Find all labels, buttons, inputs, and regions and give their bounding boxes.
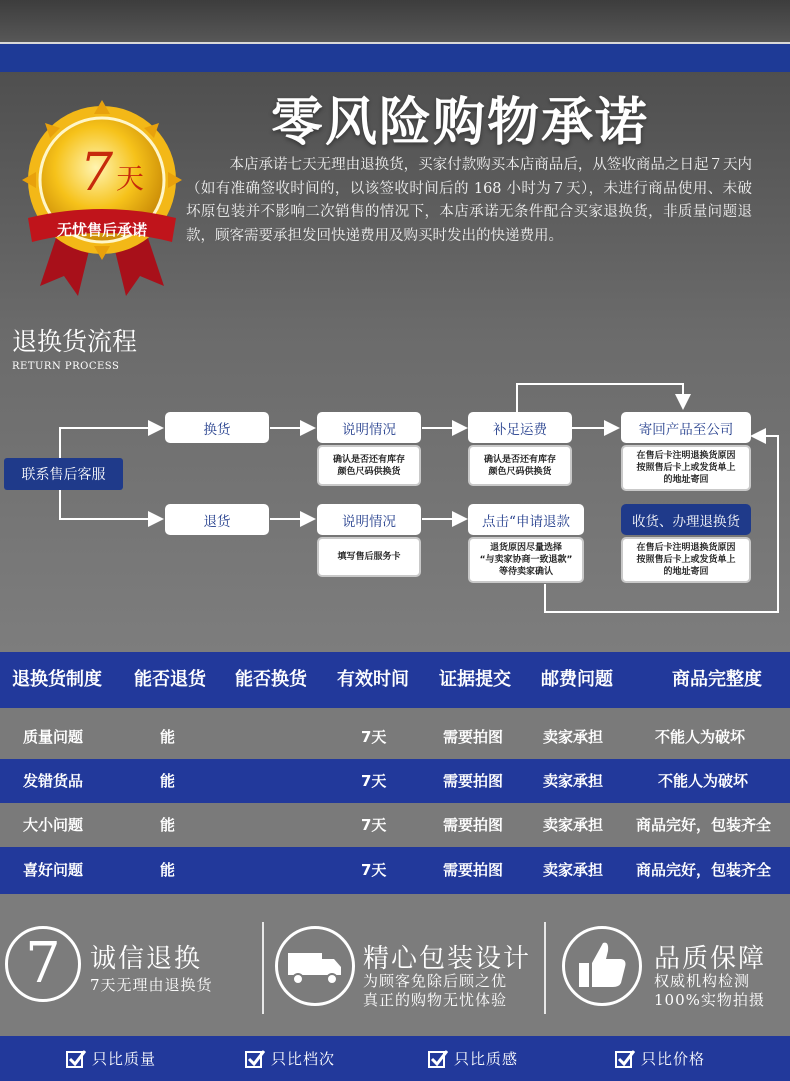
policy-table-header xyxy=(0,652,790,708)
checkbox-check-icon xyxy=(66,1049,86,1069)
footer-label: 只比价格 xyxy=(641,1050,706,1068)
exchange-box: 换货 xyxy=(165,412,269,443)
seven-icon xyxy=(5,926,81,1002)
feature-line: 权威机构检测 xyxy=(654,972,751,990)
feature-title-packaging: 精心包装设计 xyxy=(363,944,532,974)
promise-intro: 本店承诺七天无理由退换货，买家付款购买本店商品后，从签收商品之日起７天内（如有准确签收时间的，以该签收时间后的 168 小时为７天），未进行商品使用、未破坏原包装并不影响二次销售的情况下，本店承诺无条件配合买家退换货，非质量问题退款，顾客需要承担发回快递费用及购买时发出的快递费用。 xyxy=(186,157,752,244)
cell-evidence: 需要拍图 xyxy=(443,861,504,879)
cell-integrity: 商品完好，包装齐全 xyxy=(636,861,772,879)
feature-title-quality: 品质保障 xyxy=(654,944,767,974)
feature-line: 100%实物拍摄 xyxy=(654,991,765,1009)
cell-can-return: 能 xyxy=(160,816,176,834)
footer-item xyxy=(615,1048,705,1069)
send-back-box: 寄回产品至公司 xyxy=(621,412,751,443)
cell-type: 质量问题 xyxy=(23,728,84,746)
badge-unit: 天 xyxy=(116,162,145,195)
header-postage: 邮费问题 xyxy=(541,669,613,690)
blue-band xyxy=(0,42,790,74)
cell-can-return: 能 xyxy=(160,772,176,790)
apply-refund-note: 退货原因尽量选择 “与卖家协商一致退款” 等待卖家确认 xyxy=(468,537,584,583)
cell-evidence: 需要拍图 xyxy=(443,772,504,790)
cell-can-return: 能 xyxy=(160,728,176,746)
send-back-note: 在售后卡注明退换货原因 按照售后卡上或发货单上 的地址寄回 xyxy=(621,445,751,491)
process-subtitle: RETURN PROCESS xyxy=(12,361,120,372)
receive-note: 在售后卡注明退换货原因 按照售后卡上或发货单上 的地址寄回 xyxy=(621,537,751,583)
thumbs-up-graphic xyxy=(565,929,639,1003)
apply-refund-box: 点击“申请退款 xyxy=(468,504,584,535)
thumbs-up-icon xyxy=(562,926,642,1006)
cell-integrity: 不能人为破坏 xyxy=(655,728,746,746)
cell-postage: 卖家承担 xyxy=(543,728,604,746)
refund-box: 退货 xyxy=(165,504,269,535)
checkbox-check-icon xyxy=(428,1049,448,1069)
feature-title-honest: 诚信退换 xyxy=(90,944,203,974)
page-title: 零风险购物承诺 xyxy=(270,93,649,153)
cell-integrity: 商品完好，包装齐全 xyxy=(636,816,772,834)
cell-time: 7天 xyxy=(361,816,387,834)
feature-line: 真正的购物无忧体验 xyxy=(363,991,508,1009)
explain-note-1: 确认是否还有库存 颜色尺码供换货 xyxy=(317,445,421,486)
cell-integrity: 不能人为破坏 xyxy=(658,772,749,790)
table-row xyxy=(0,759,790,803)
explain-box-2: 说明情况 xyxy=(317,504,421,535)
badge-number: 7 xyxy=(80,143,114,203)
footer-label: 只比质量 xyxy=(92,1050,157,1068)
receive-box: 收货、办理退换货 xyxy=(621,504,751,535)
cell-postage: 卖家承担 xyxy=(543,861,604,879)
cell-evidence: 需要拍图 xyxy=(443,728,504,746)
header-evidence: 证据提交 xyxy=(439,669,511,690)
cell-time: 7天 xyxy=(361,728,387,746)
header-policy: 退换货制度 xyxy=(12,669,102,690)
table-gap xyxy=(0,708,790,715)
supplement-box: 补足运费 xyxy=(468,412,572,443)
supplement-note: 确认是否还有库存 颜色尺码供换货 xyxy=(468,445,572,486)
footer-item xyxy=(66,1048,156,1069)
header-valid-time: 有效时间 xyxy=(337,669,409,690)
cell-time: 7天 xyxy=(361,772,387,790)
checkbox-check-icon xyxy=(245,1049,265,1069)
table-row xyxy=(0,803,790,847)
footer-item xyxy=(245,1048,335,1069)
header-can-return: 能否退货 xyxy=(134,669,206,690)
badge-ribbon-text: 无忧售后承诺 xyxy=(56,221,148,239)
process-title: 退换货流程 xyxy=(12,327,138,356)
cell-evidence: 需要拍图 xyxy=(443,816,504,834)
footer-label: 只比质感 xyxy=(454,1050,519,1068)
checkbox-check-icon xyxy=(615,1049,635,1069)
cell-type: 大小问题 xyxy=(23,816,84,834)
cell-time: 7天 xyxy=(361,861,387,879)
table-row xyxy=(0,847,790,894)
header-integrity: 商品完整度 xyxy=(672,669,762,690)
footer-label: 只比档次 xyxy=(271,1050,336,1068)
top-band xyxy=(0,0,790,42)
feature-line: 为顾客免除后顾之优 xyxy=(363,972,508,990)
truck-icon-graphic xyxy=(278,929,352,1003)
return-flowchart xyxy=(0,380,790,620)
contact-support-box: 联系售后客服 xyxy=(4,458,123,490)
cell-type: 喜好问题 xyxy=(23,861,84,879)
feature-line: 7天无理由退换货 xyxy=(90,976,213,994)
cell-postage: 卖家承担 xyxy=(543,816,604,834)
header-can-exchange: 能否换货 xyxy=(235,669,307,690)
cell-type: 发错货品 xyxy=(23,772,84,790)
table-row xyxy=(0,715,790,759)
explain-box-1: 说明情况 xyxy=(317,412,421,443)
cell-postage: 卖家承担 xyxy=(543,772,604,790)
feature-divider xyxy=(262,922,264,1014)
explain-note-2: 填写售后服务卡 xyxy=(317,537,421,577)
feature-divider xyxy=(544,922,546,1014)
truck-icon xyxy=(275,926,355,1006)
cell-can-return: 能 xyxy=(160,861,176,879)
seven-icon-text: 7 xyxy=(25,931,61,996)
footer-item xyxy=(428,1048,518,1069)
seven-day-badge xyxy=(22,100,182,296)
